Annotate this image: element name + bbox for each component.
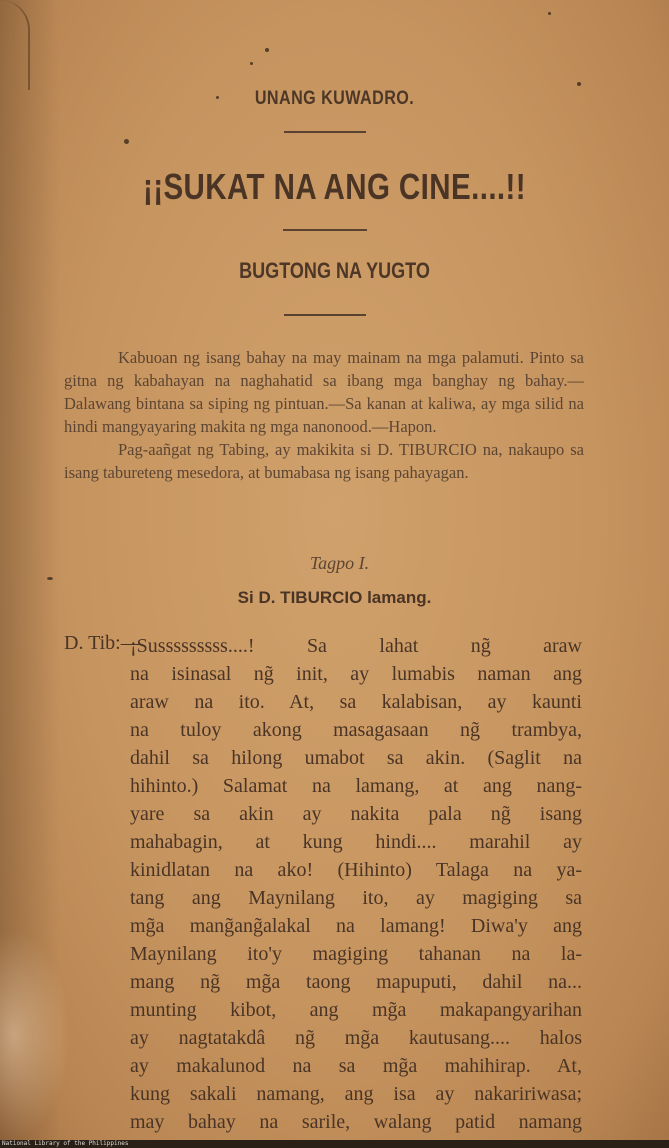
speaker-label: D. Tib:— <box>64 632 141 654</box>
divider-rule <box>284 131 366 133</box>
stage-directions <box>64 346 584 484</box>
dialogue-line: mang ng̃ mg̃a taong mapuputi, dahil na... <box>130 971 582 993</box>
page-crease <box>0 0 30 90</box>
dialogue-line: ¡Susssssssss....! Sa lahat ng̃ araw <box>130 635 582 657</box>
scene-title: BUGTONG NA YUGTO <box>239 258 430 283</box>
ink-speck <box>47 577 53 580</box>
dialogue-line: dahil sa hilong umabot sa akin. (Saglit na <box>130 747 582 769</box>
stage-paragraph: Pag-aañgat ng Tabing, ay makikita si D. TIBURCIO na, nakaupo sa isang tabureteng mesedora, at bumabasa ng isang pahayagan. <box>64 440 584 482</box>
dialogue-line: na tuloy akong masagasaan ng̃ trambya, <box>130 719 582 741</box>
stage-paragraph: Kabuoan ng isang bahay na may mainam na mga palamuti. Pinto sa gitna ng kabahayan na naghahatid sa ibang mga banghay ng bahay.—Dalawang bintana sa siping ng pintuan.—Sa kanan at kaliwa, ay mga silid na hindi mangyayaring makita ng mga nanonood.—Hapon. <box>64 348 584 436</box>
dialogue-line: Maynilang ito'y magiging tahanan na la- <box>130 943 582 965</box>
ink-speck <box>250 62 253 65</box>
tagpo-heading: Tagpo I. <box>309 553 370 573</box>
ink-speck <box>577 82 581 86</box>
character-line: Si D. TIBURCIO lamang. <box>237 588 432 607</box>
ink-speck <box>548 12 551 15</box>
dialogue-line: hihinto.) Salamat na lamang, at ang nang- <box>130 775 582 797</box>
dialogue-block <box>130 632 582 1136</box>
dialogue-line: araw na ito. At, sa kalabisan, ay kaunti <box>130 691 582 713</box>
ink-speck <box>124 139 129 144</box>
paper-stain <box>0 930 70 1140</box>
library-credit: National Library of the Philippines <box>2 1140 129 1147</box>
divider-rule <box>283 229 367 231</box>
dialogue-line: kung sakali namang, ang isa ay nakaririwasa; <box>130 1083 582 1105</box>
dialogue-line: mg̃a mang̃ang̃alakal na lamang! Diwa'y ang <box>130 915 582 937</box>
dialogue-line: yare sa akin ay nakita pala ng̃ isang <box>130 803 582 825</box>
dialogue-line: may bahay na sarile, walang patid namang <box>130 1111 582 1133</box>
dialogue-line: mahabagin, at kung hindi.... marahil ay <box>130 831 582 853</box>
dialogue-line: ay makalunod na sa mg̃a mahihirap. At, <box>130 1055 582 1077</box>
divider-rule <box>284 314 366 316</box>
dialogue-line: na isinasal ng̃ init, ay lumabis naman ang <box>130 663 582 685</box>
dialogue-line: tang ang Maynilang ito, ay magiging sa <box>130 887 582 909</box>
dialogue-line: munting kibot, ang mg̃a makapangyarihan <box>130 999 582 1021</box>
play-title: ¡¡SUKAT NA ANG CINE....!! <box>142 166 527 207</box>
dialogue-line: kinidlatan na ako! (Hihinto) Talaga na ya- <box>130 859 582 881</box>
dialogue-line: ay nagtatakdâ ng̃ mg̃a kautusang.... halos <box>130 1027 582 1049</box>
ink-speck <box>265 48 269 52</box>
act-title: UNANG KUWADRO. <box>254 88 415 109</box>
